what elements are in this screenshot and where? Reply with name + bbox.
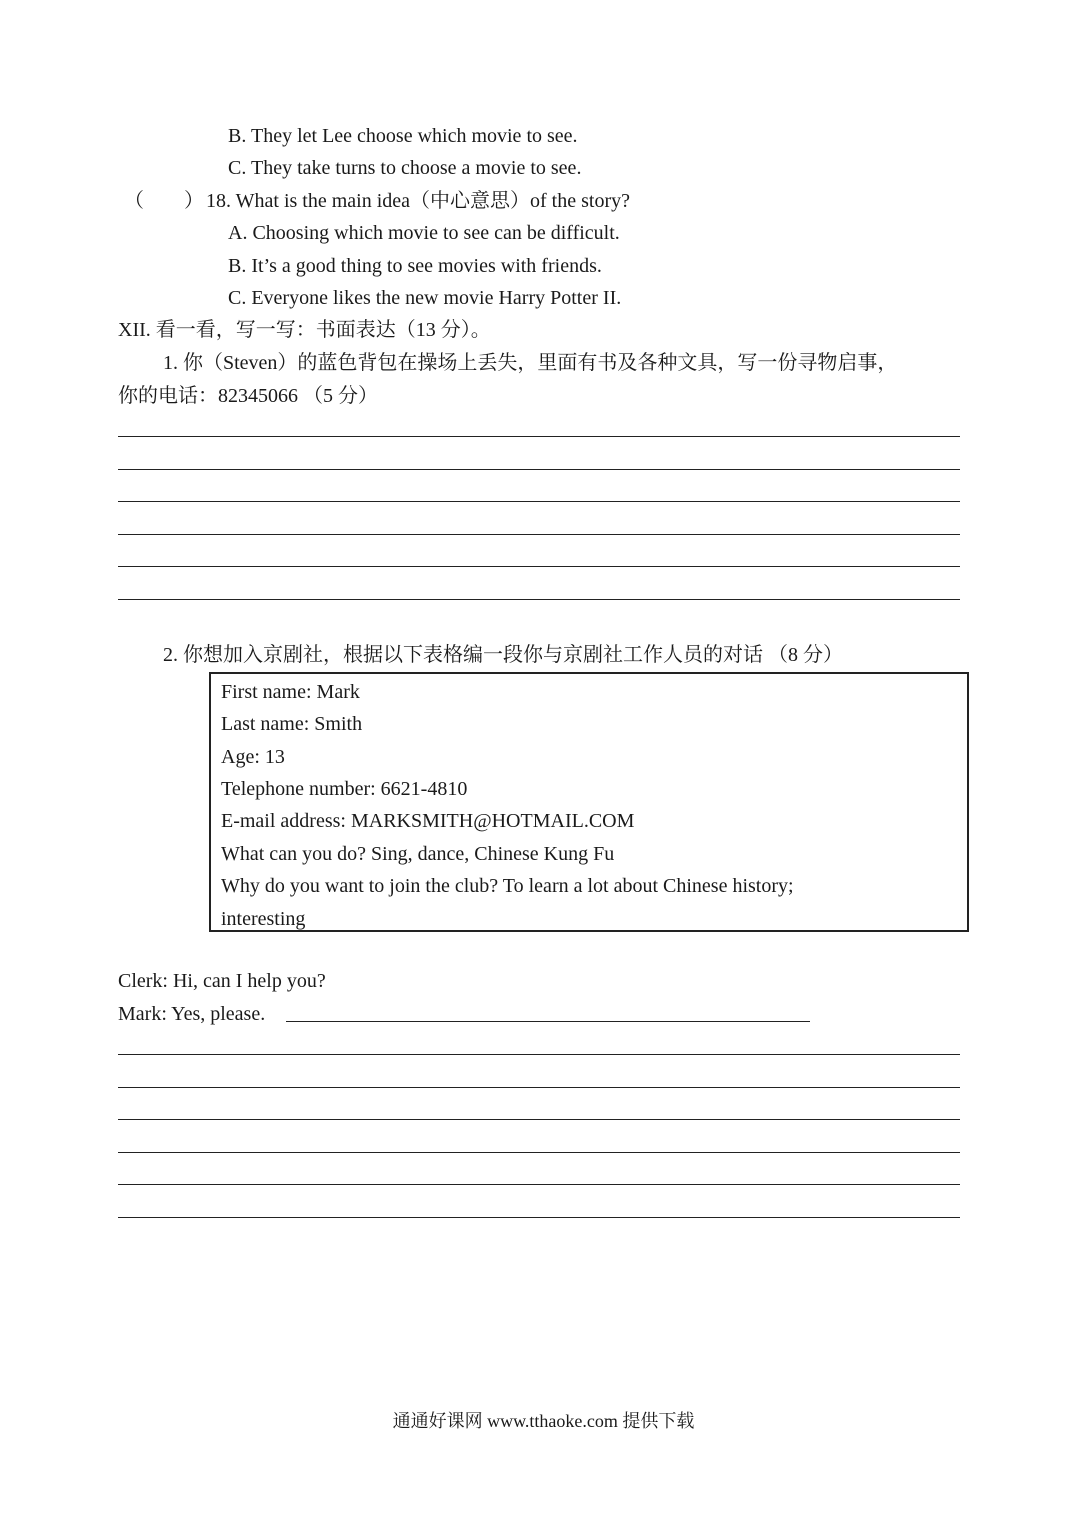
info-age: Age: 13 (221, 746, 285, 768)
info-reason-continued: interesting (221, 908, 306, 930)
q18-option-c: C. Everyone likes the new movie Harry Potter II. (228, 287, 622, 309)
info-reason: Why do you want to join the club? To learn a lot about Chinese history; (221, 875, 794, 897)
q18-stem: 18. What is the main idea（中心意思）of the story? (206, 190, 630, 212)
q18-answer-bracket: （ ） (124, 190, 204, 212)
writing-line (118, 534, 960, 535)
info-last-name: Last name: Smith (221, 713, 363, 735)
writing-line (118, 1087, 960, 1088)
q18-option-a: A. Choosing which movie to see can be difficult. (228, 222, 620, 244)
writing-line (118, 1152, 960, 1153)
writing-line (118, 469, 960, 470)
page-footer: 通通好课网 www.tthaoke.com 提供下载 (392, 1411, 695, 1431)
section-heading: XII. 看一看，写一写：书面表达（13 分）。 (118, 319, 491, 341)
writing-line (118, 1119, 960, 1120)
info-email: E-mail address: MARKSMITH@HOTMAIL.COM (221, 810, 635, 832)
dialogue-mark-line: Mark: Yes, please. (118, 1003, 266, 1025)
writing-line (118, 501, 960, 502)
info-box (209, 672, 969, 932)
answer-blank[interactable] (286, 1021, 810, 1022)
writing-line (118, 1054, 960, 1055)
writing-line (118, 1217, 960, 1218)
writing-line (118, 1184, 960, 1185)
writing-line (118, 566, 960, 567)
q17-option-c: C. They take turns to choose a movie to see. (228, 157, 582, 179)
task1-prompt-line2: 你的电话：82345066 （5 分） (118, 385, 378, 407)
info-telephone: Telephone number: 6621-4810 (221, 778, 468, 800)
writing-line (118, 436, 960, 437)
dialogue-clerk-line: Clerk: Hi, can I help you? (118, 970, 326, 992)
info-skills: What can you do? Sing, dance, Chinese Kung Fu (221, 843, 615, 865)
q18-option-b: B. It’s a good thing to see movies with friends. (228, 255, 602, 277)
task2-prompt: 2. 你想加入京剧社，根据以下表格编一段你与京剧社工作人员的对话 （8 分） (163, 644, 843, 666)
info-first-name: First name: Mark (221, 681, 360, 703)
task1-prompt-line1: 1. 你（Steven）的蓝色背包在操场上丢失，里面有书及各种文具，写一份寻物启事， (163, 352, 898, 374)
writing-line (118, 599, 960, 600)
q17-option-b: B. They let Lee choose which movie to see. (228, 125, 578, 147)
